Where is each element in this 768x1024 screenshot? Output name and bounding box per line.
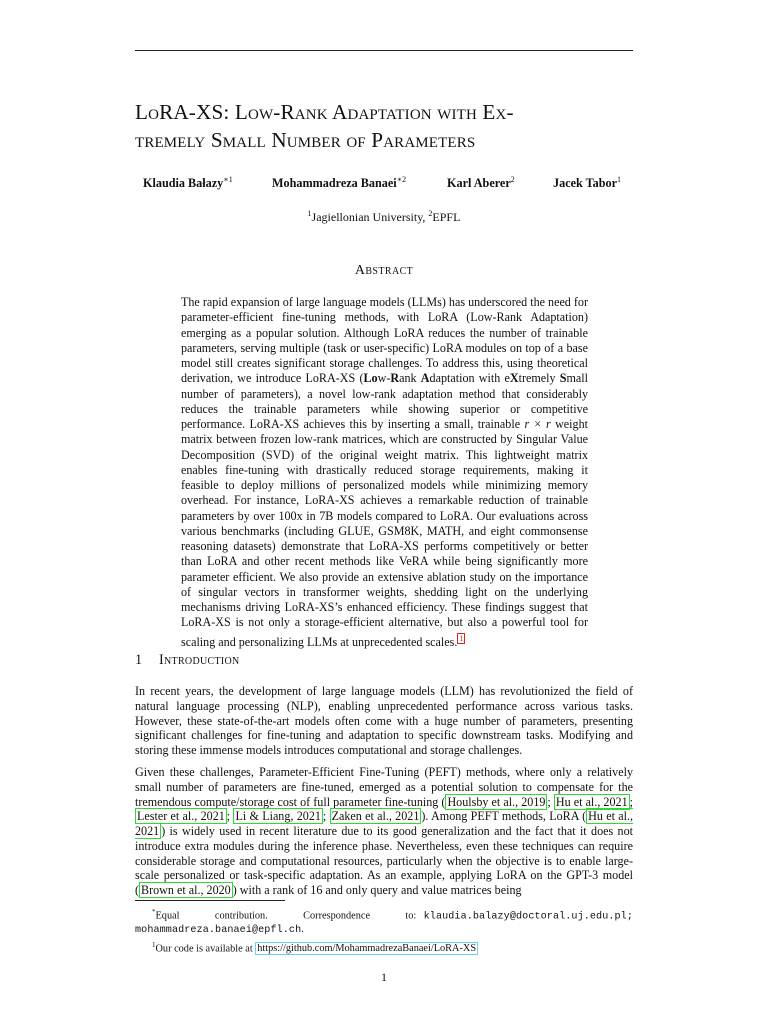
- footnote-mark: *: [152, 908, 156, 916]
- abstract-body: [181, 295, 588, 650]
- abstract-text: weight matrix between frozen low-rank matrices, which are constructed by Singular Value Decomposition (SVD) of the original weight matrix. This lightweight matrix enables fine-tuning with drastically reduced storage requirements, making it feasible to deploy millions of personalized models while minimizing memory overhead. For instance, LoRA-XS achieves a remarkable reduction of trainable parameters by over 100x in 7B models compared to LoRA. Our evaluations across various benchmarks (including GLUE, GSM8K, MATH, and eight commonsense reasoning datasets) demonstrate that LoRA-XS performs competitively or better than LoRA and other recent methods like VeRA while being significantly more parameter efficient. We also provide an extensive ablation study on the importance of singular vectors in transformer weights, shedding light on the underlying mechanisms driving LoRA-XS’s enhanced efficiency. These findings suggest that LoRA-XS is not only a storage-efficient alternative, but also a powerful tool for scaling and personalizing LLMs at unprecedented scales.: [181, 417, 588, 649]
- math-expression: r × r: [524, 417, 551, 431]
- author-affil-mark: ∗2: [396, 175, 407, 184]
- page-number: 1: [381, 970, 387, 984]
- abstract-text: w-: [377, 371, 391, 386]
- title-part: N: [265, 128, 287, 152]
- citation-link[interactable]: Li & Liang, 2021: [235, 809, 321, 824]
- author-name: [272, 175, 406, 191]
- paragraph-text: ;: [547, 794, 554, 809]
- title-part: arameters: [383, 128, 476, 152]
- affil-text: EPFL: [432, 210, 461, 224]
- author-affil-mark: ∗1: [223, 175, 233, 184]
- author-name-text: Klaudia Bałazy: [143, 176, 224, 191]
- paragraph-text: Given these challenges, Parameter-Efficient Fine-Tuning (PEFT) methods, where only a relatively small number of parameters are fine-tuned, emerged as a potential solution to compensate for the tremendous compute/storage cost of full parameter fine-tuning (: [135, 765, 633, 809]
- author-name: [553, 175, 621, 191]
- title-part: tremely: [135, 128, 206, 152]
- title-part: E: [476, 100, 496, 124]
- footnote-correspondence: [135, 906, 633, 938]
- abstract-text: mall number of parameters), a novel low-rank adaptation method that considerably reduces the trainable parameters while showing superior or competitive performance. LoRA-XS achieves this by inserting a small, trainable: [181, 371, 588, 431]
- title-part: -R: [273, 100, 295, 124]
- paragraph-text: ;: [629, 794, 633, 809]
- author-name-text: Jacek Tabor: [553, 176, 617, 191]
- footnote-mark: 1: [152, 941, 156, 950]
- author-name-text: Mohammadreza Banaei: [272, 176, 397, 191]
- abstract-heading: [0, 263, 768, 279]
- section-heading-introduction: [135, 652, 240, 669]
- intro-paragraph-1: In recent years, the development of large language models (LLM) has revolutionized the field of natural language processing (NLP), enabling unprecedented performance across various tasks. However, these state-of-the-art models often come with a huge number of parameters, presenting significant challenges for fine-tuning and adaptation to specific downstream tasks. Modifying and storing these immense models introduces computational and storage challenges.: [135, 684, 633, 757]
- citation-link[interactable]: Hu et al., 2021: [135, 809, 633, 838]
- abstract-bold: X: [509, 371, 519, 386]
- paragraph-text: ;: [322, 809, 330, 824]
- abstract-bold: S: [559, 371, 567, 386]
- title-part: P: [365, 128, 384, 152]
- section-number: 1: [135, 652, 143, 668]
- citation-link[interactable]: Hu et al., 2021: [555, 794, 628, 809]
- title-part: ank: [294, 100, 328, 124]
- top-rule: [135, 50, 633, 51]
- heading-part: bstract: [365, 263, 414, 278]
- intro-paragraph-2: [135, 765, 633, 898]
- citation-link[interactable]: Brown et al., 2020: [141, 883, 231, 897]
- affil-mark: 2: [428, 209, 433, 218]
- title-part: umber of: [286, 128, 366, 152]
- heading-part: I: [159, 652, 165, 668]
- heading-part: ntroduction: [164, 652, 240, 668]
- citation-link[interactable]: Lester et al., 2021: [137, 809, 225, 824]
- abstract-bold: R: [390, 371, 400, 386]
- footnote-rule: [135, 900, 285, 901]
- heading-part: A: [354, 263, 366, 278]
- affil-mark: 1: [307, 209, 312, 218]
- abstract-bold: A: [420, 371, 430, 386]
- title-part: o: [148, 100, 160, 124]
- code-url-link[interactable]: https://github.com/MohammadrezaBanaei/LoRA-XS: [257, 943, 477, 955]
- footnote-text: .: [301, 924, 304, 936]
- title-part: x-: [495, 100, 514, 124]
- citation-link[interactable]: Houlsby et al., 2019: [447, 794, 546, 809]
- abstract-bold: Lo: [363, 371, 378, 386]
- affil-text: Jagiellonian University,: [311, 210, 429, 224]
- author-name: [143, 175, 233, 191]
- title-line-1: [135, 100, 514, 124]
- email-address[interactable]: mohammadreza.banaei@epfl.ch: [135, 925, 302, 937]
- footnote-code: [135, 939, 633, 956]
- author-affil-mark: 2: [510, 175, 515, 184]
- footnote-text: Our code is available at: [155, 943, 256, 955]
- abstract-text: ank: [399, 371, 421, 386]
- paragraph-text: ;: [226, 809, 234, 824]
- author-name: [447, 175, 515, 191]
- footnotes: [135, 906, 633, 956]
- title-part: ow: [247, 100, 274, 124]
- title-line-2: [135, 126, 635, 154]
- paragraph-text: ) with a rank of 16 and only query and value matrices being: [232, 883, 522, 897]
- footnote-text: Equal contribution. Correspondence to:: [155, 910, 417, 922]
- author-list: [0, 175, 768, 195]
- author-affil-mark: 1: [617, 175, 621, 184]
- email-address[interactable]: klaudia.balazy@doctoral.uj.edu.pl;: [423, 911, 633, 923]
- abstract-text: daptation with e: [429, 371, 510, 386]
- title-part: RA-XS: L: [159, 100, 248, 124]
- citation-link[interactable]: Zaken et al., 2021: [331, 809, 420, 824]
- author-name-text: Karl Aberer: [447, 176, 511, 191]
- paper-title: [135, 98, 635, 154]
- footnote-link[interactable]: 1: [459, 633, 464, 643]
- paragraph-text: ) is widely used in recent literature due to its good generalization and the fact that it does not introduce extra modules during the inference phase. Nevertheless, even these techniques can require considerable storage and computational resources, particularly when the objective is to enable large-scale personalized or task-specific adaptation. As an example, applying LoRA on the GPT-3 model (: [135, 824, 633, 897]
- affiliations: [0, 209, 768, 225]
- title-part: A: [327, 100, 348, 124]
- title-part: daptation with: [347, 100, 477, 124]
- abstract-text: The rapid expansion of large language models (LLMs) has underscored the need for parameter-efficient fine-tuning methods, with LoRA (Low-Rank Adaptation) emerging as a popular solution. Although LoRA reduces the number of trainable parameters, serving multiple (task or user-specific) LoRA modules on top of a base model still creates significant storage challenges. To address this, using theoretical derivation, we introduce LoRA-XS (: [181, 295, 588, 386]
- abstract-text: tremely: [518, 371, 560, 386]
- title-part: mall: [222, 128, 266, 152]
- title-part: S: [205, 128, 223, 152]
- title-part: L: [135, 100, 149, 124]
- paragraph-text: ). Among PEFT methods, LoRA (: [421, 809, 587, 824]
